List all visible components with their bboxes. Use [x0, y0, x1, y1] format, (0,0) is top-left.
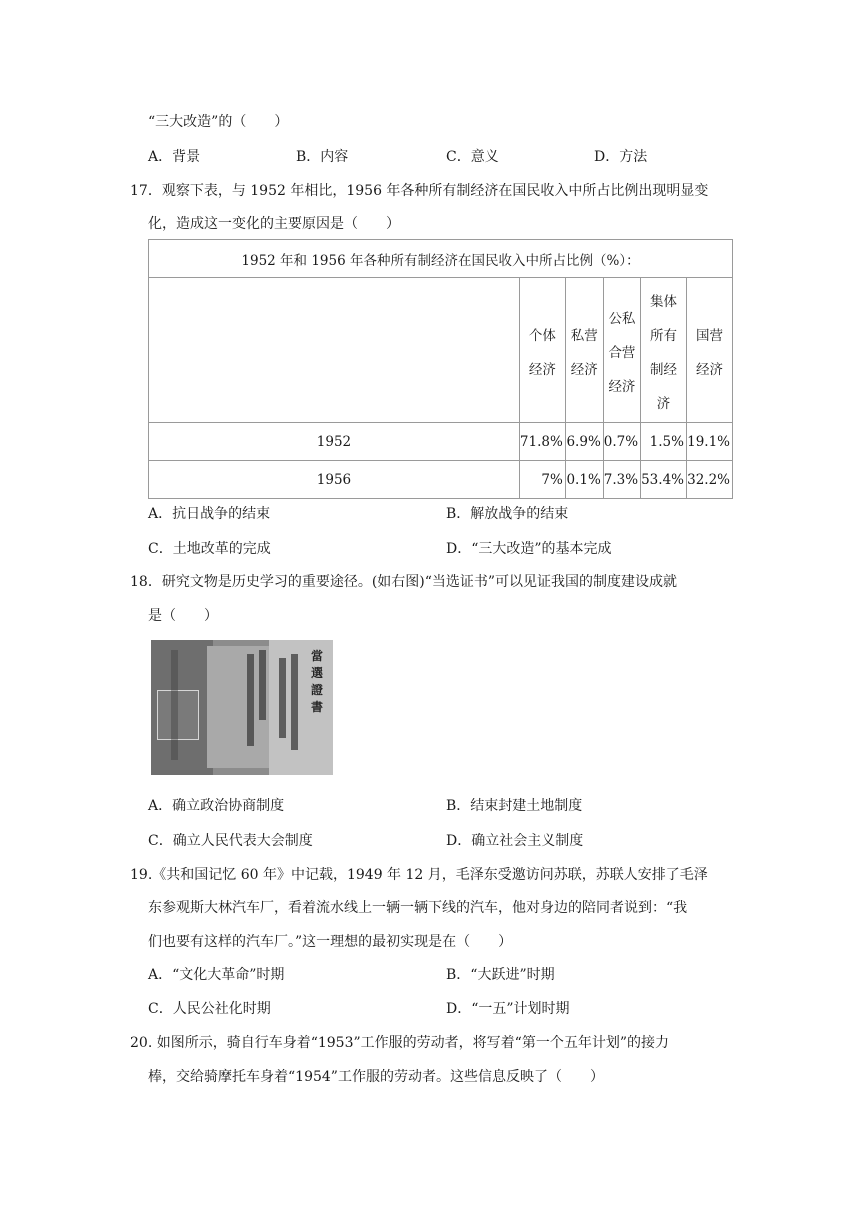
table-row	[149, 461, 733, 499]
q16-option-c: C．意义	[446, 149, 499, 165]
q18-stem-line-2: 是（ ）	[148, 608, 218, 624]
q18-stem-line-1: 18．研究文物是历史学习的重要途径。(如右图)“当选证书”可以见证我国的制度建设成就	[130, 574, 678, 590]
q19-stem-line-3: 们也要有这样的汽车厂。”这一理想的最初实现是在（ ）	[148, 934, 513, 950]
table-title: 1952 年和 1956 年各种所有制经济在国民收入中所占比例（%）：	[149, 240, 733, 278]
q16-option-d: D．方法	[594, 149, 648, 165]
q19-option-b: B．“大跃进”时期	[446, 967, 555, 983]
q19-option-c: C．人民公社化时期	[148, 1001, 271, 1017]
certificate-title: 當選證書	[311, 649, 324, 714]
table-header-collective: 集体 所有 制经 济	[641, 278, 687, 423]
q17-stem-line-1: 17．观察下表，与 1952 年相比，1956 年各种所有制经济在国民收入中所占比例出现明显变	[130, 183, 709, 199]
q17-option-d: D．“三大改造”的基本完成	[446, 541, 612, 557]
cell-value: 53.4%	[641, 461, 687, 499]
q17-option-b: B．解放战争的结束	[446, 506, 569, 522]
table-header-private: 私营 经济	[565, 278, 603, 423]
cell-value: 71.8%	[519, 423, 565, 461]
cell-value: 0.1%	[565, 461, 603, 499]
table-header-joint: 公私 合营 经济	[603, 278, 640, 423]
cell-value: 1.5%	[641, 423, 687, 461]
ownership-ratio-table	[148, 239, 733, 499]
q18-option-d: D．确立社会主义制度	[446, 833, 584, 849]
cell-value: 32.2%	[686, 461, 732, 499]
table-row	[149, 423, 733, 461]
cell-value: 19.1%	[686, 423, 732, 461]
table-header-state: 国营 经济	[686, 278, 732, 423]
row-year: 1952	[149, 423, 520, 461]
q18-option-a: A．确立政治协商制度	[148, 798, 285, 814]
q19-stem-line-2: 东参观斯大林汽车厂，看着流水线上一辆一辆下线的汽车，他对身边的陪同者说到：“我	[148, 900, 688, 916]
q17-option-a: A．抗日战争的结束	[148, 506, 271, 522]
q19-option-a: A．“文化大革命”时期	[148, 967, 285, 983]
q16-option-a: A．背景	[148, 149, 201, 165]
election-certificate-photo	[151, 640, 333, 775]
q16-option-b: B．内容	[296, 149, 349, 165]
q18-option-b: B．结束封建土地制度	[446, 798, 583, 814]
row-year: 1956	[149, 461, 520, 499]
cell-value: 0.7%	[603, 423, 640, 461]
table-header-individual: 个体 经济	[519, 278, 565, 423]
q16-stem-tail: “三大改造”的（ ）	[148, 114, 289, 130]
q17-stem-line-2: 化，造成这一变化的主要原因是（ ）	[148, 216, 400, 232]
cell-value: 6.9%	[565, 423, 603, 461]
q17-option-c: C．土地改革的完成	[148, 541, 271, 557]
q20-stem-line-2: 棒，交给骑摩托车身着“1954”工作服的劳动者。这些信息反映了（ ）	[148, 1069, 604, 1085]
table-header-blank	[149, 278, 520, 423]
q18-option-c: C．确立人民代表大会制度	[148, 833, 313, 849]
q20-stem-line-1: 20. 如图所示，骑自行车身着“1953”工作服的劳动者，将写着“第一个五年计划”的接力	[130, 1035, 669, 1051]
q19-stem-line-1: 19.《共和国记忆 60 年》中记载，1949 年 12 月，毛泽东受邀访问苏联，苏联人安排了毛泽	[130, 867, 708, 883]
cell-value: 7.3%	[603, 461, 640, 499]
cell-value: 7%	[519, 461, 565, 499]
q19-option-d: D．“一五”计划时期	[446, 1001, 570, 1017]
